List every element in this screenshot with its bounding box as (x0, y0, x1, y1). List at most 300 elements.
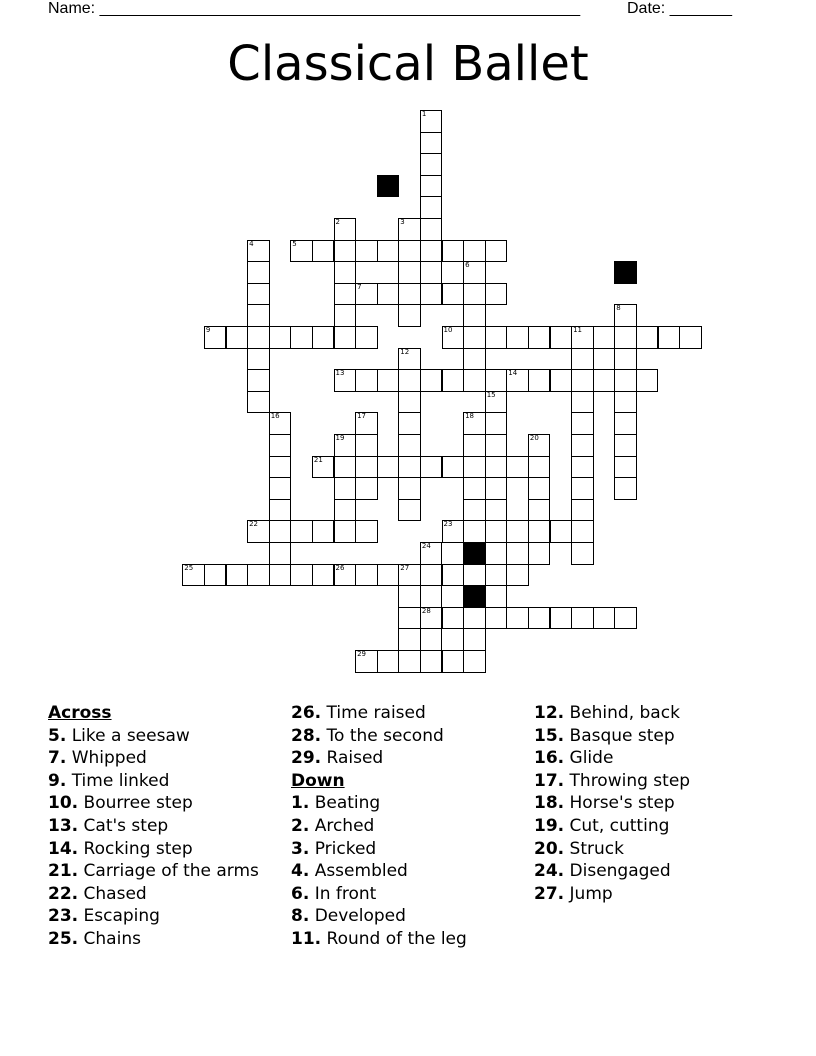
grid-cell[interactable] (571, 369, 594, 392)
clue-item (534, 702, 690, 725)
grid-cell[interactable] (355, 456, 378, 479)
clue-item-number: 2. (291, 815, 310, 836)
clue-item (291, 905, 467, 928)
grid-cell[interactable] (355, 412, 378, 435)
grid-cell[interactable] (550, 369, 573, 392)
clue-item-text: In front (309, 883, 377, 904)
grid-cell[interactable] (442, 283, 465, 306)
clue-item-number: 20. (534, 838, 565, 859)
grid-cell[interactable] (571, 542, 594, 565)
grid-cell[interactable] (442, 369, 465, 392)
grid-cell[interactable] (355, 564, 378, 587)
grid-cell[interactable] (463, 304, 486, 327)
clue-item (534, 747, 690, 770)
clue-number: 15 (486, 390, 496, 399)
grid-cell[interactable] (679, 326, 702, 349)
grid-cell[interactable] (247, 348, 270, 371)
grid-cell[interactable] (442, 456, 465, 479)
clue-item-text: Behind, back (564, 703, 680, 723)
grid-cell[interactable] (247, 564, 270, 587)
grid-cell[interactable] (420, 650, 443, 673)
clue-item (48, 860, 259, 883)
clue-item (291, 928, 467, 951)
clue-item-number: 25. (48, 928, 79, 949)
grid-cell[interactable] (334, 261, 357, 284)
clue-item (534, 792, 690, 815)
across-heading: Across (48, 703, 112, 723)
grid-cell[interactable] (420, 607, 443, 630)
clue-number: 8 (616, 304, 621, 313)
clue-item-text: Struck (564, 838, 624, 859)
grid-cell[interactable] (182, 564, 205, 587)
grid-cell[interactable] (247, 304, 270, 327)
grid-cell[interactable] (463, 520, 486, 543)
grid-cell[interactable] (420, 542, 443, 565)
grid-cell[interactable] (636, 326, 659, 349)
grid-cell[interactable] (420, 175, 443, 198)
grid-cell[interactable] (420, 218, 443, 241)
grid-cell[interactable] (593, 326, 616, 349)
clue-item-number: 12. (534, 703, 565, 723)
grid-cell[interactable] (269, 520, 292, 543)
grid-cell[interactable] (614, 369, 637, 392)
grid-cell[interactable] (420, 283, 443, 306)
clue-item (534, 860, 690, 883)
clue-item-text: Assembled (309, 861, 408, 882)
grid-cell[interactable] (420, 240, 443, 263)
grid-cell[interactable] (226, 564, 249, 587)
grid-cell[interactable] (269, 564, 292, 587)
grid-cell[interactable] (398, 628, 421, 651)
clue-number: 10 (443, 326, 453, 334)
page-title: Classical Ballet (227, 36, 589, 92)
grid-cell[interactable] (485, 477, 508, 500)
grid-cell[interactable] (355, 520, 378, 543)
grid-cell[interactable] (420, 132, 443, 155)
black-cell (463, 542, 486, 565)
grid-cell[interactable] (614, 348, 637, 371)
grid-cell[interactable] (355, 240, 378, 263)
grid-cell[interactable] (463, 434, 486, 457)
grid-cell[interactable] (463, 564, 486, 587)
clue-item (291, 815, 467, 838)
grid-cell[interactable] (312, 456, 335, 479)
grid-cell[interactable] (463, 283, 486, 306)
grid-cell[interactable] (442, 520, 465, 543)
clue-item (48, 883, 259, 906)
grid-cell[interactable] (398, 348, 421, 371)
clue-item-text: Basque step (564, 725, 675, 746)
clue-item (48, 747, 259, 770)
clue-item-number: 23. (48, 906, 79, 927)
grid-cell[interactable] (614, 456, 637, 479)
grid-cell[interactable] (355, 283, 378, 306)
clue-item-text: Cut, cutting (564, 815, 670, 836)
grid-cell[interactable] (485, 412, 508, 435)
grid-cell[interactable] (420, 196, 443, 219)
clue-item-number: 22. (48, 883, 79, 904)
grid-cell[interactable] (398, 261, 421, 284)
clue-item-text: Carriage of the arms (78, 861, 259, 882)
grid-cell[interactable] (398, 218, 421, 241)
grid-cell[interactable] (377, 283, 400, 306)
clue-item-text: Pricked (309, 838, 377, 859)
grid-cell[interactable] (463, 240, 486, 263)
clue-item-number: 13. (48, 815, 79, 836)
clue-number: 29 (357, 650, 367, 658)
clue-number: 14 (508, 369, 518, 378)
grid-cell[interactable] (269, 326, 292, 349)
grid-cell[interactable] (398, 477, 421, 500)
clue-item-number: 14. (48, 838, 79, 859)
grid-cell[interactable] (571, 412, 594, 435)
grid-cell[interactable] (398, 304, 421, 327)
grid-cell[interactable] (463, 326, 486, 349)
grid-cell[interactable] (528, 542, 551, 565)
grid-cell[interactable] (247, 369, 270, 392)
grid-cell[interactable] (506, 456, 529, 479)
clue-number: 12 (400, 347, 410, 356)
clue-number: 22 (249, 520, 259, 529)
grid-cell[interactable] (247, 261, 270, 284)
grid-cell[interactable] (290, 240, 313, 263)
clue-item-number: 7. (48, 748, 67, 769)
grid-cell[interactable] (528, 456, 551, 479)
grid-cell[interactable] (636, 369, 659, 392)
grid-cell[interactable] (398, 564, 421, 587)
clue-item-text: Round of the leg (321, 928, 467, 949)
grid-cell[interactable] (334, 283, 357, 306)
grid-cell[interactable] (269, 499, 292, 522)
clue-item-number: 16. (534, 748, 565, 769)
clue-item-number: 9. (48, 770, 67, 791)
grid-cell[interactable] (334, 240, 357, 263)
grid-cell[interactable] (506, 520, 529, 543)
clue-item-text: Chains (78, 928, 141, 949)
clue-item-number: 19. (534, 815, 565, 836)
grid-cell[interactable] (571, 326, 594, 349)
grid-cell[interactable] (528, 477, 551, 500)
clue-item-number: 28. (291, 725, 322, 746)
grid-cell[interactable] (485, 564, 508, 587)
grid-cell[interactable] (334, 456, 357, 479)
clue-number: 28 (421, 606, 431, 615)
grid-cell[interactable] (528, 499, 551, 522)
grid-cell[interactable] (420, 369, 443, 392)
clue-item-text: Throwing step (564, 770, 691, 791)
grid-cell[interactable] (528, 369, 551, 392)
clue-number: 6 (465, 261, 470, 270)
down-heading: Down (291, 770, 345, 791)
grid-cell[interactable] (226, 326, 249, 349)
date-field[interactable]: Date: _______ (627, 0, 732, 17)
grid-cell[interactable] (334, 564, 357, 587)
name-field[interactable]: Name: ______________________________________________________ (48, 0, 581, 17)
grid-cell[interactable] (658, 326, 681, 349)
grid-cell[interactable] (528, 607, 551, 630)
grid-cell[interactable] (269, 434, 292, 457)
clue-item-number: 18. (534, 793, 565, 814)
grid-cell[interactable] (334, 218, 357, 241)
grid-cell[interactable] (593, 607, 616, 630)
grid-cell[interactable] (485, 369, 508, 392)
grid-cell[interactable] (398, 369, 421, 392)
clue-item (534, 883, 690, 906)
grid-cell[interactable] (506, 607, 529, 630)
grid-cell[interactable] (398, 434, 421, 457)
grid-cell[interactable] (247, 283, 270, 306)
clue-item-text: Like a seesaw (66, 725, 190, 746)
clue-number: 9 (205, 326, 211, 334)
grid-cell[interactable] (420, 585, 443, 608)
grid-cell[interactable] (463, 348, 486, 371)
grid-cell[interactable] (485, 542, 508, 565)
clue-number: 17 (357, 412, 367, 421)
grid-cell[interactable] (485, 391, 508, 414)
clue-item (534, 838, 690, 861)
grid-cell[interactable] (463, 412, 486, 435)
grid-cell[interactable] (247, 391, 270, 414)
grid-cell[interactable] (355, 369, 378, 392)
grid-cell[interactable] (614, 607, 637, 630)
grid-cell[interactable] (442, 564, 465, 587)
clue-number: 16 (270, 412, 280, 421)
clue-item-number: 10. (48, 793, 79, 814)
grid-cell[interactable] (485, 283, 508, 306)
grid-cell[interactable] (463, 369, 486, 392)
clue-item-number: 17. (534, 770, 565, 791)
clue-number: 24 (421, 542, 431, 550)
grid-cell[interactable] (334, 304, 357, 327)
grid-cell[interactable] (355, 326, 378, 349)
grid-cell[interactable] (334, 477, 357, 500)
grid-cell[interactable] (269, 542, 292, 565)
clue-number: 2 (335, 218, 340, 226)
grid-cell[interactable] (334, 520, 357, 543)
grid-cell[interactable] (463, 499, 486, 522)
grid-cell[interactable] (290, 326, 313, 349)
grid-cell[interactable] (269, 477, 292, 500)
grid-cell[interactable] (550, 326, 573, 349)
clue-column-1 (48, 702, 259, 951)
grid-cell[interactable] (204, 564, 227, 587)
grid-cell[interactable] (398, 650, 421, 673)
grid-cell[interactable] (398, 499, 421, 522)
clue-number: 11 (573, 326, 583, 334)
grid-cell[interactable] (506, 564, 529, 587)
grid-cell[interactable] (398, 456, 421, 479)
grid-cell[interactable] (312, 240, 335, 263)
grid-cell[interactable] (290, 520, 313, 543)
grid-cell[interactable] (463, 456, 486, 479)
grid-cell[interactable] (485, 326, 508, 349)
clue-item-number: 8. (291, 906, 310, 927)
grid-cell[interactable] (614, 434, 637, 457)
clue-number: 26 (335, 563, 345, 572)
grid-cell[interactable] (593, 369, 616, 392)
grid-cell[interactable] (442, 650, 465, 673)
grid-cell[interactable] (398, 240, 421, 263)
grid-cell[interactable] (485, 434, 508, 457)
grid-cell[interactable] (398, 283, 421, 306)
grid-cell[interactable] (463, 607, 486, 630)
grid-cell[interactable] (550, 607, 573, 630)
grid-cell[interactable] (528, 520, 551, 543)
clue-item-number: 21. (48, 861, 79, 882)
grid-cell[interactable] (463, 650, 486, 673)
grid-cell[interactable] (247, 240, 270, 263)
grid-cell[interactable] (442, 326, 465, 349)
clue-item-number: 6. (291, 883, 310, 904)
grid-cell[interactable] (485, 607, 508, 630)
grid-cell[interactable] (377, 650, 400, 673)
clue-number: 3 (400, 218, 405, 226)
grid-cell[interactable] (377, 456, 400, 479)
clue-number: 4 (249, 239, 254, 248)
grid-cell[interactable] (463, 261, 486, 284)
grid-cell[interactable] (269, 412, 292, 435)
clue-item-text: Developed (309, 906, 406, 927)
clue-item (291, 725, 467, 748)
clue-item (291, 860, 467, 883)
clue-number: 23 (443, 520, 453, 529)
grid-cell[interactable] (485, 456, 508, 479)
grid-cell[interactable] (550, 520, 573, 543)
grid-cell[interactable] (485, 499, 508, 522)
grid-cell[interactable] (571, 391, 594, 414)
clue-item (48, 792, 259, 815)
grid-cell[interactable] (485, 520, 508, 543)
grid-cell[interactable] (571, 607, 594, 630)
clue-number: 27 (400, 563, 410, 572)
grid-cell[interactable] (204, 326, 227, 349)
grid-cell[interactable] (377, 369, 400, 392)
grid-cell[interactable] (571, 520, 594, 543)
clue-number: 19 (335, 434, 345, 442)
grid-cell[interactable] (247, 520, 270, 543)
grid-cell[interactable] (312, 520, 335, 543)
clue-item-text: Arched (309, 815, 375, 836)
grid-cell[interactable] (442, 240, 465, 263)
grid-cell[interactable] (528, 434, 551, 457)
clue-item (48, 725, 259, 748)
grid-cell[interactable] (247, 326, 270, 349)
grid-cell[interactable] (614, 391, 637, 414)
grid-cell[interactable] (377, 564, 400, 587)
grid-cell[interactable] (571, 434, 594, 457)
clue-item-number: 11. (291, 928, 322, 949)
grid-cell[interactable] (485, 240, 508, 263)
grid-cell[interactable] (334, 499, 357, 522)
clue-item-text: Time raised (321, 703, 426, 723)
grid-cell[interactable] (571, 456, 594, 479)
grid-cell[interactable] (463, 477, 486, 500)
grid-cell[interactable] (571, 499, 594, 522)
clue-item-text: Horse's step (564, 793, 675, 814)
grid-cell[interactable] (506, 326, 529, 349)
grid-cell[interactable] (528, 326, 551, 349)
clue-item-text: Whipped (66, 748, 147, 769)
clue-item-text: Chased (78, 883, 147, 904)
black-cell (463, 585, 486, 608)
clue-item-number: 1. (291, 793, 310, 814)
clue-item (291, 792, 467, 815)
grid-cell[interactable] (355, 434, 378, 457)
grid-cell[interactable] (355, 477, 378, 500)
grid-cell[interactable] (398, 412, 421, 435)
clue-item (48, 770, 259, 793)
clue-item-text: Bourree step (78, 793, 193, 814)
clue-item (534, 815, 690, 838)
grid-cell[interactable] (420, 628, 443, 651)
clue-item (534, 770, 690, 793)
grid-cell[interactable] (290, 564, 313, 587)
grid-cell[interactable] (614, 304, 637, 327)
clue-item (291, 702, 467, 725)
clue-number: 13 (335, 369, 345, 378)
black-cell (377, 175, 400, 198)
clue-number: 1 (421, 110, 427, 118)
grid-cell[interactable] (312, 326, 335, 349)
grid-cell[interactable] (614, 412, 637, 435)
grid-cell[interactable] (398, 607, 421, 630)
grid-cell[interactable] (420, 110, 443, 133)
clue-column-3 (534, 702, 690, 905)
clue-item (48, 905, 259, 928)
grid-cell[interactable] (398, 585, 421, 608)
grid-cell[interactable] (571, 477, 594, 500)
clue-item-number: 29. (291, 748, 322, 769)
grid-cell[interactable] (334, 326, 357, 349)
clue-item-text: Cat's step (78, 815, 169, 836)
clue-column-2 (291, 702, 467, 951)
grid-cell[interactable] (571, 348, 594, 371)
grid-cell[interactable] (355, 650, 378, 673)
grid-cell[interactable] (420, 456, 443, 479)
grid-cell[interactable] (420, 153, 443, 176)
clue-item (291, 838, 467, 861)
grid-cell[interactable] (485, 585, 508, 608)
grid-cell[interactable] (463, 628, 486, 651)
grid-cell[interactable] (334, 434, 357, 457)
clue-item-text: Disengaged (564, 861, 671, 882)
grid-cell[interactable] (398, 391, 421, 414)
clue-item-number: 26. (291, 703, 322, 723)
grid-cell[interactable] (420, 261, 443, 284)
grid-cell[interactable] (442, 607, 465, 630)
grid-cell[interactable] (269, 456, 292, 479)
grid-cell[interactable] (377, 240, 400, 263)
clue-item-text: Jump (564, 883, 613, 904)
clue-number: 5 (292, 239, 297, 248)
grid-cell[interactable] (614, 326, 637, 349)
grid-cell[interactable] (614, 477, 637, 500)
grid-cell[interactable] (420, 564, 443, 587)
clue-item-text: Time linked (66, 770, 170, 791)
clue-number: 20 (529, 434, 539, 442)
clue-item-text: Raised (321, 748, 384, 769)
grid-cell[interactable] (334, 369, 357, 392)
clue-item (291, 883, 467, 906)
clue-item-number: 5. (48, 725, 67, 746)
clue-number: 25 (184, 563, 194, 572)
clue-item-number: 15. (534, 725, 565, 746)
clue-item-text: Escaping (78, 906, 160, 927)
clue-item (291, 747, 467, 770)
clue-item-number: 4. (291, 861, 310, 882)
grid-cell[interactable] (506, 369, 529, 392)
grid-cell[interactable] (312, 564, 335, 587)
